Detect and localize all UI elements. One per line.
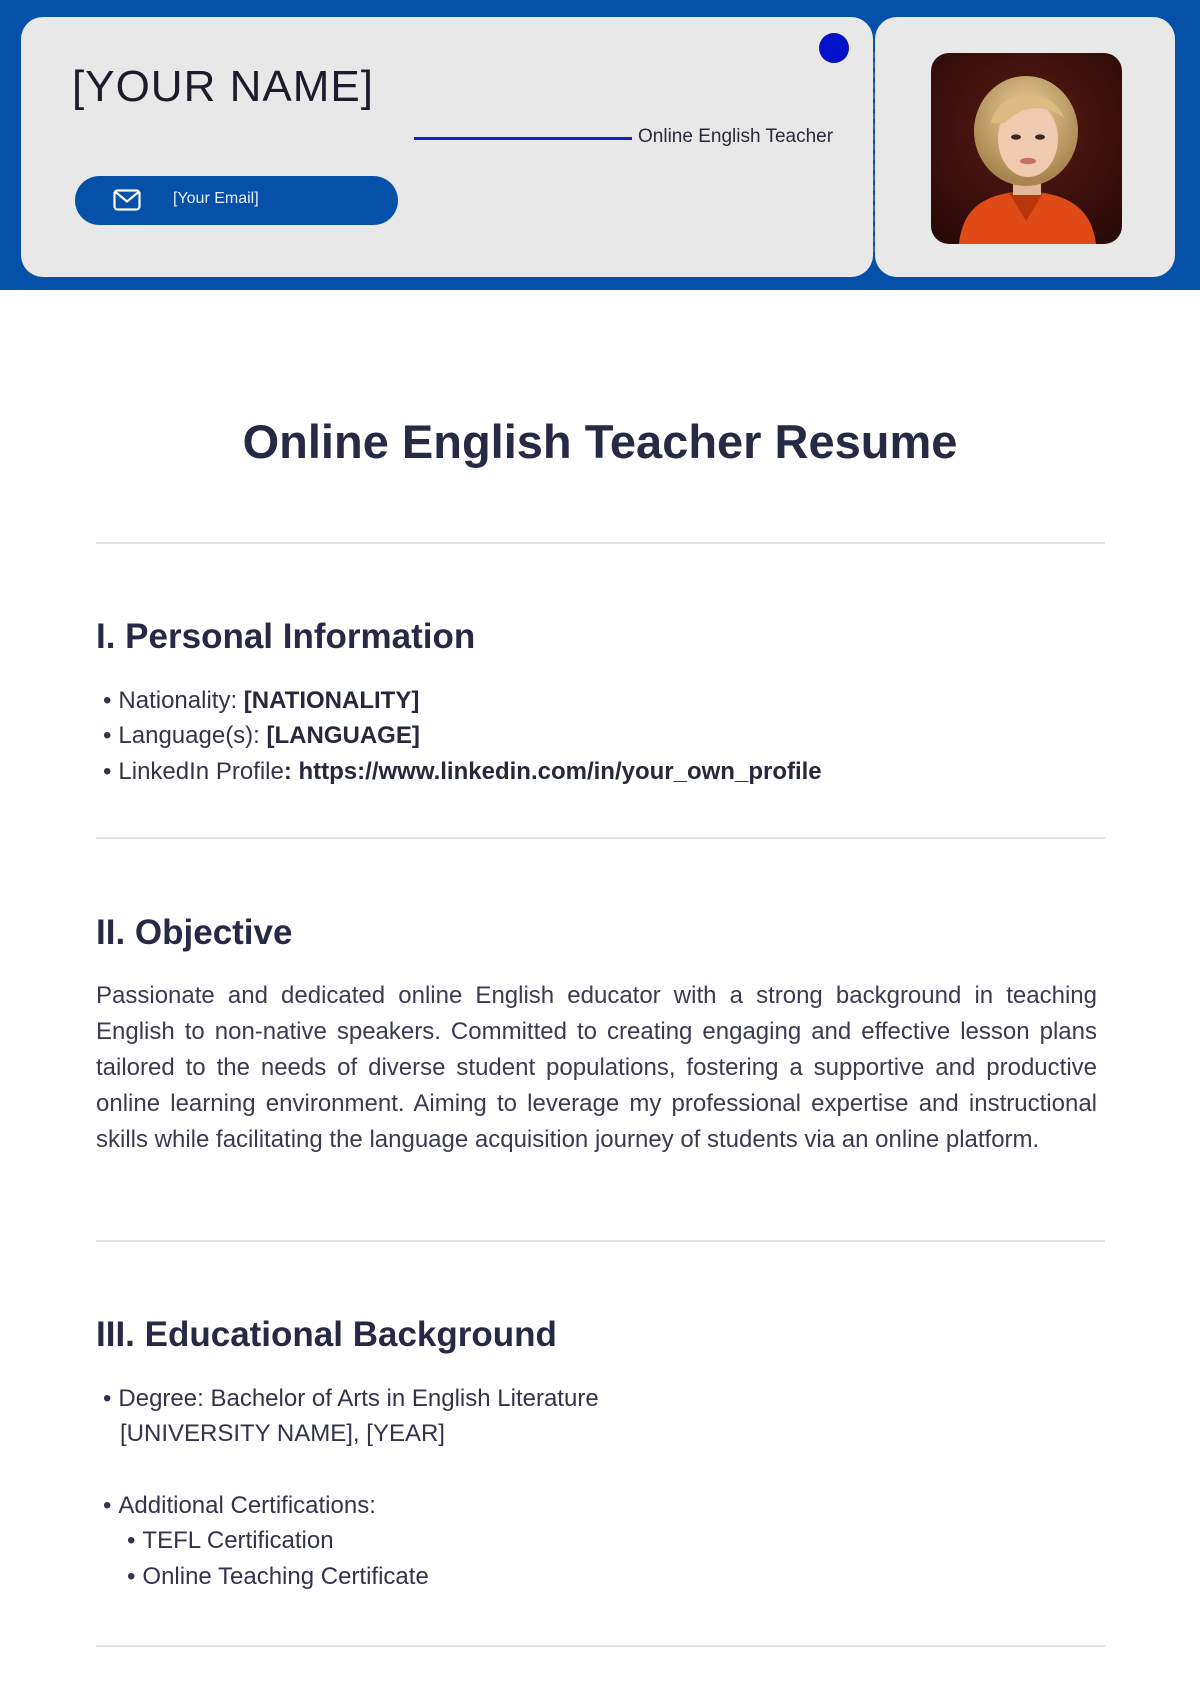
linkedin-link[interactable]: : https://www.linkedin.com/in/your_own_profile — [283, 758, 822, 785]
section-heading-objective: II. Objective — [96, 913, 293, 952]
candidate-name: [YOUR NAME] — [72, 62, 374, 111]
list-item-language: • Language(s): [LANGUAGE] — [103, 722, 420, 749]
candidate-role: Online English Teacher — [638, 126, 834, 147]
section-heading-personal: I. Personal Information — [96, 617, 476, 656]
list-item-certification: • Online Teaching Certificate — [127, 1563, 429, 1590]
divider — [96, 1645, 1105, 1647]
list-item-nationality: • Nationality: [NATIONALITY] — [103, 687, 420, 714]
envelope-icon — [113, 189, 141, 211]
email-text: [Your Email] — [173, 190, 259, 207]
section-heading-education: III. Educational Background — [96, 1315, 557, 1354]
list-item-certification: • TEFL Certification — [127, 1527, 334, 1554]
profile-photo — [931, 53, 1122, 244]
list-item-certifications: • Additional Certifications: — [103, 1492, 376, 1519]
document-title: Online English Teacher Resume — [242, 415, 958, 468]
header-band — [0, 0, 1200, 290]
divider — [96, 1240, 1105, 1242]
divider — [96, 542, 1105, 544]
list-item-linkedin: • LinkedIn Profile: https://www.linkedin.com/in/your_own_profile — [103, 758, 822, 785]
objective-text: Passionate and dedicated online English educator with a strong background in teaching English to non-native speakers. Committed to creating engaging and effective lesson plans tailored to the needs of diverse student populations, fostering a supportive and productive online learning environment. Aiming to leverage my professional expertise and instructional skills while facilitating the language acquisition journey of students via an online platform. — [96, 982, 1097, 1153]
divider — [96, 837, 1105, 839]
dashed-divider — [873, 52, 875, 252]
university-line: [UNIVERSITY NAME], [YEAR] — [120, 1420, 445, 1447]
accent-dot — [819, 33, 849, 63]
list-item-degree: • Degree: Bachelor of Arts in English Literature — [103, 1385, 599, 1412]
email-badge[interactable] — [75, 176, 398, 225]
role-underline — [414, 137, 632, 140]
